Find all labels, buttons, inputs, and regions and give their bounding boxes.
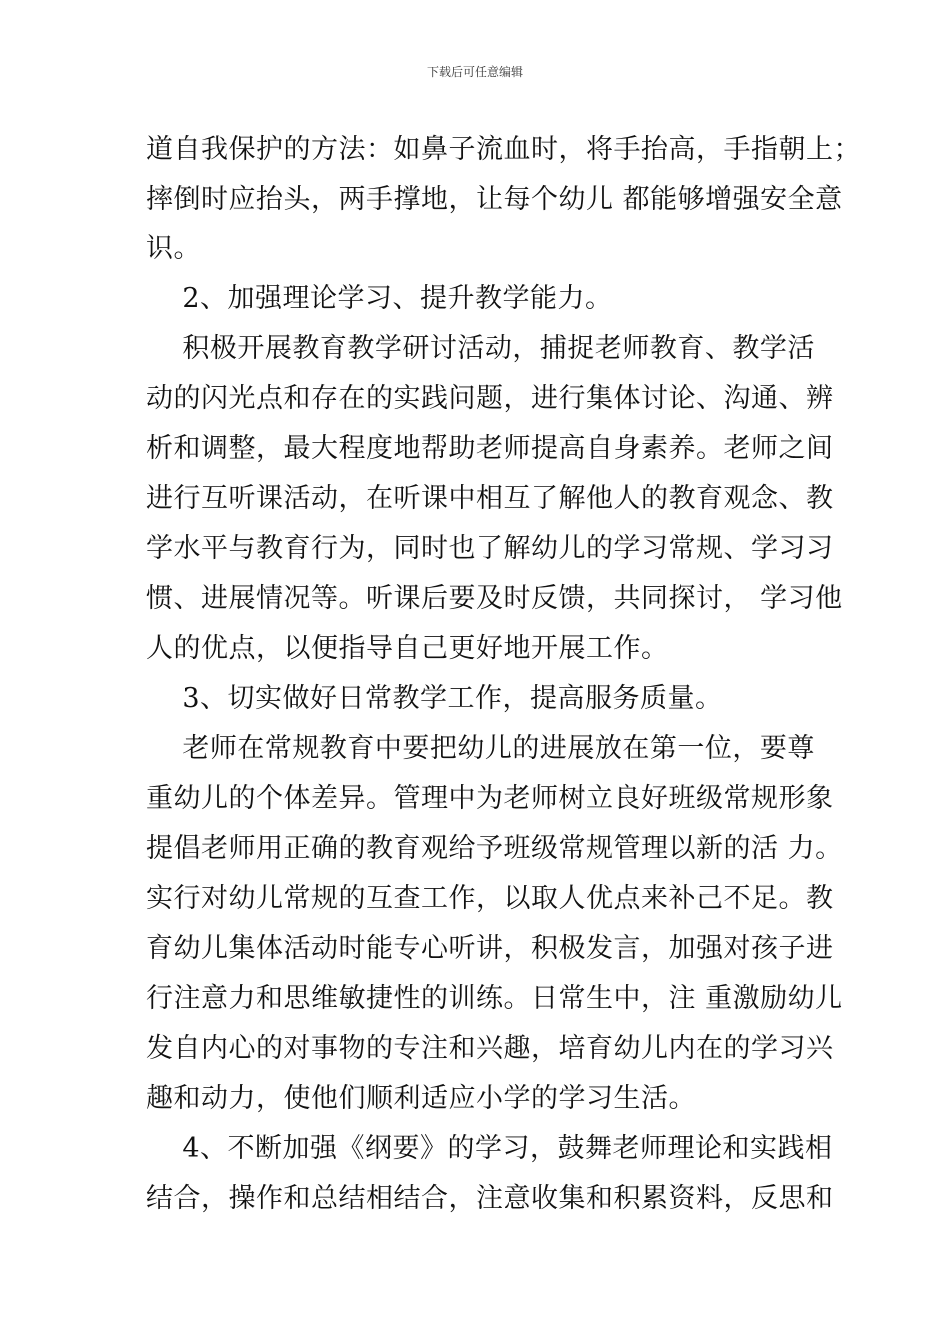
text-line: 老师在常规教育中要把幼儿的进展放在第一位，要尊 xyxy=(146,733,815,764)
text-line: 行注意力和思维敏捷性的训练。日常生中，注 重激励幼儿 xyxy=(146,983,843,1014)
text-line: 识。 xyxy=(146,233,201,264)
text-line: 进行互听课活动，在听课中相互了解他人的教育观念、教 xyxy=(146,483,834,514)
text-line: 动的闪光点和存在的实践问题，进行集体讨论、沟通、辨 xyxy=(146,383,834,414)
text-line: 积极开展教育教学研讨活动，捕捉老师教育、教学活 xyxy=(146,333,815,364)
text-line: 4、不断加强《纲要》的学习，鼓舞老师理论和实践相 xyxy=(146,1133,833,1164)
text-line: 2、加强理论学习、提升教学能力。 xyxy=(146,283,613,314)
text-line: 提倡老师用正确的教育观给予班级常规管理以新的活 力。 xyxy=(146,833,843,864)
text-line: 惯、进展情况等。听课后要及时反馈，共同探讨， 学习他 xyxy=(146,583,843,614)
text-line: 发自内心的对事物的专注和兴趣，培育幼儿内在的学习兴 xyxy=(146,1033,834,1064)
page-header-note: 下载后可任意编辑 xyxy=(426,65,523,79)
text-line: 趣和动力，使他们顺利适应小学的学习生活。 xyxy=(146,1083,696,1114)
text-line: 实行对幼儿常规的互查工作，以取人优点来补己不足。教 xyxy=(146,883,834,914)
text-line: 学水平与教育行为，同时也了解幼儿的学习常规、学习习 xyxy=(146,533,834,564)
text-line: 3、切实做好日常教学工作，提高服务质量。 xyxy=(146,683,723,714)
text-line: 重幼儿的个体差异。管理中为老师树立良好班级常规形象 xyxy=(146,783,834,814)
text-line: 摔倒时应抬头，两手撑地，让每个幼儿 都能够增强安全意 xyxy=(146,184,843,215)
text-line: 道自我保护的方法：如鼻子流血时，将手抬高，手指朝上； xyxy=(146,134,861,165)
text-line: 人的优点，以便指导自己更好地开展工作。 xyxy=(146,633,669,664)
text-line: 育幼儿集体活动时能专心听讲，积极发言，加强对孩子进 xyxy=(146,933,834,964)
text-line: 析和调整，最大程度地帮助老师提高自身素养。老师之间 xyxy=(146,433,834,464)
text-line: 结合，操作和总结相结合，注意收集和积累资料，反思和 xyxy=(146,1183,834,1214)
